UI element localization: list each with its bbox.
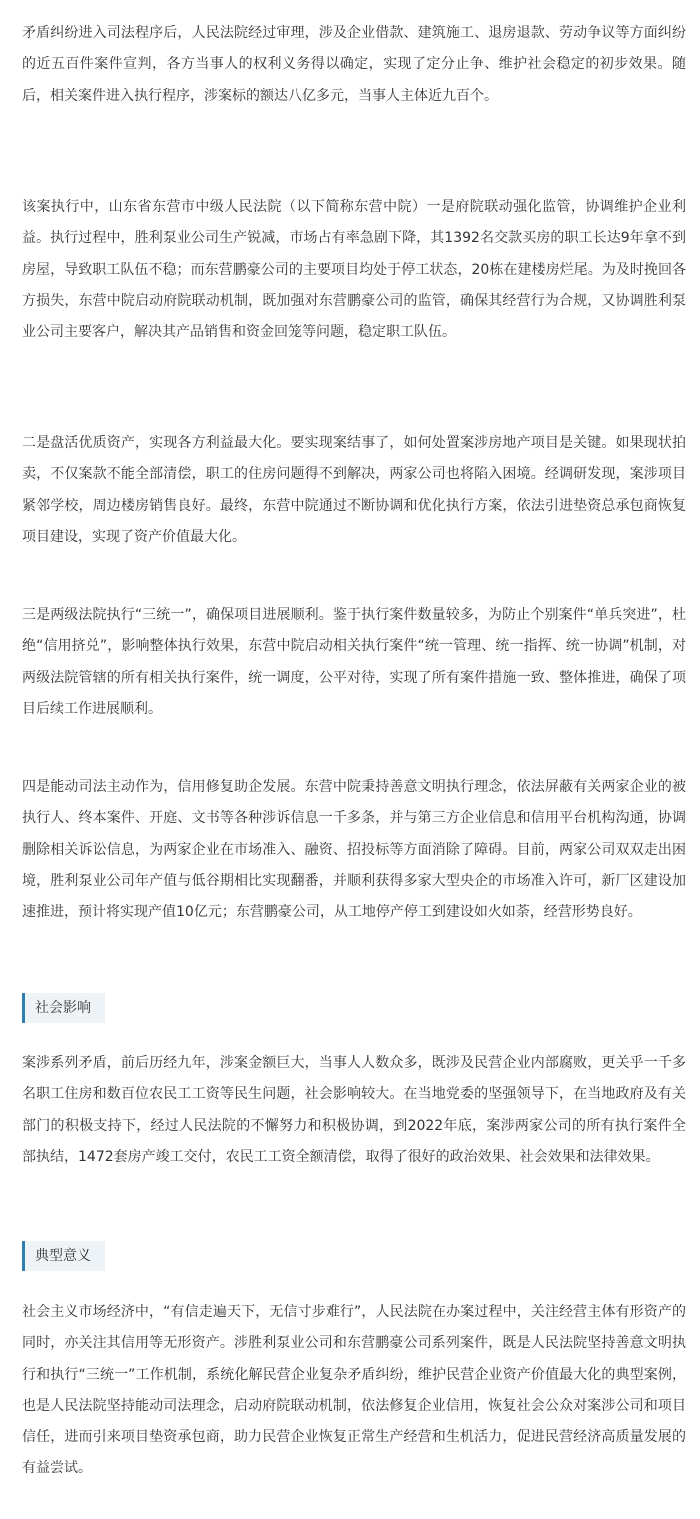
section-heading-social-impact — [22, 993, 105, 1024]
paragraph-measure-two: 二是盘活优质资产，实现各方利益最大化。要实现案结事了，如何处置案涉房地产项目是关键。如果现状拍卖，不仅案款不能全部清偿，职工的住房问题得不到解决，两家公司也将陷入困境。经调研发现，案涉项目紧邻学校，周边楼房销售良好。最终，东营中院通过不断协调和优化执行方案，依法引进垫资总承包商恢复项目建设，实现了资产价值最大化。 — [22, 435, 686, 545]
section-heading-label: 社会影响 — [22, 993, 105, 1023]
paragraph-social-impact: 案涉系列矛盾，前后历经九年，涉案金额巨大，当事人人数众多，既涉及民营企业内部腐败，更关乎一千多名职工住房和数百位农民工工资等民生问题，社会影响较大。在当地党委的坚强领导下，在当地政府及有关部门的积极支持下，经过人民法院的不懈努力和积极协调，到2022年底，案涉两家公司的所有执行案件全部执结，1472套房产竣工交付，农民工工资全额清偿，取得了很好的政治效果、社会效果和法律效果。 — [22, 1055, 686, 1165]
paragraph-measure-three: 三是两级法院执行“三统一”，确保项目进展顺利。鉴于执行案件数量较多，为防止个别案件“单兵突进”，杜绝“信用挤兑”，影响整体执行效果，东营中院启动相关执行案件“统一管理、统一指挥、统一协调”机制，对两级法院管辖的所有相关执行案件，统一调度，公平对待，实现了所有案件措施一致、整体推进，确保了项目后续工作进展顺利。 — [22, 607, 686, 717]
section-heading-significance — [22, 1241, 105, 1272]
paragraph-measure-four: 四是能动司法主动作为，信用修复助企发展。东营中院秉持善意文明执行理念，依法屏蔽有关两家企业的被执行人、终本案件、开庭、文书等各种涉诉信息一千多条，并与第三方企业信息和信用平台机构沟通，协调删除相关诉讼信息，为两家企业在市场准入、融资、招投标等方面消除了障碍。目前，两家公司双双走出困境，胜利泵业公司年产值与低谷期相比实现翻番，并顺利获得多家大型央企的市场准入许可，新厂区建设加速推进，预计将实现产值10亿元；东营鹏豪公司，从工地停产停工到建设如火如荼，经营形势良好。 — [22, 779, 686, 921]
paragraph-measure-one: 该案执行中，山东省东营市中级人民法院（以下简称东营中院）一是府院联动强化监管，协调维护企业利益。执行过程中，胜利泵业公司生产锐减，市场占有率急剧下降，其1392名交款买房的职工长达9年拿不到房屋，导致职工队伍不稳；而东营鹏豪公司的主要项目均处于停工状态，20栋在建楼房烂尾。为及时挽回各方损失，东营中院启动府院联动机制，既加强对东营鹏豪公司的监管，确保其经营行为合规，又协调胜利泵业公司主要客户，解决其产品销售和资金回笼等问题，稳定职工队伍。 — [22, 199, 686, 341]
paragraph-judgment: 矛盾纠纷进入司法程序后，人民法院经过审理，涉及企业借款、建筑施工、退房退款、劳动争议等方面纠纷的近五百件案件宣判，各方当事人的权利义务得以确定，实现了定分止争、维护社会稳定的初步效果。随后，相关案件进入执行程序，涉案标的额达八亿多元，当事人主体近九百个。 — [22, 25, 686, 104]
section-heading-label: 典型意义 — [22, 1241, 105, 1271]
paragraph-significance: 社会主义市场经济中，“有信走遍天下，无信寸步难行”，人民法院在办案过程中，关注经营主体有形资产的同时，亦关注其信用等无形资产。涉胜利泵业公司和东营鹏豪公司系列案件，既是人民法院坚持善意文明执行和执行“三统一”工作机制，系统化解民营企业复杂矛盾纠纷，维护民营企业资产价值最大化的典型案例，也是人民法院坚持能动司法理念，启动府院联动机制，依法修复企业信用，恢复社会公众对案涉公司和项目信任，进而引来项目垫资承包商，助力民营企业恢复正常生产经营和生机活力，促进民营经济高质量发展的有益尝试。 — [22, 1304, 686, 1477]
